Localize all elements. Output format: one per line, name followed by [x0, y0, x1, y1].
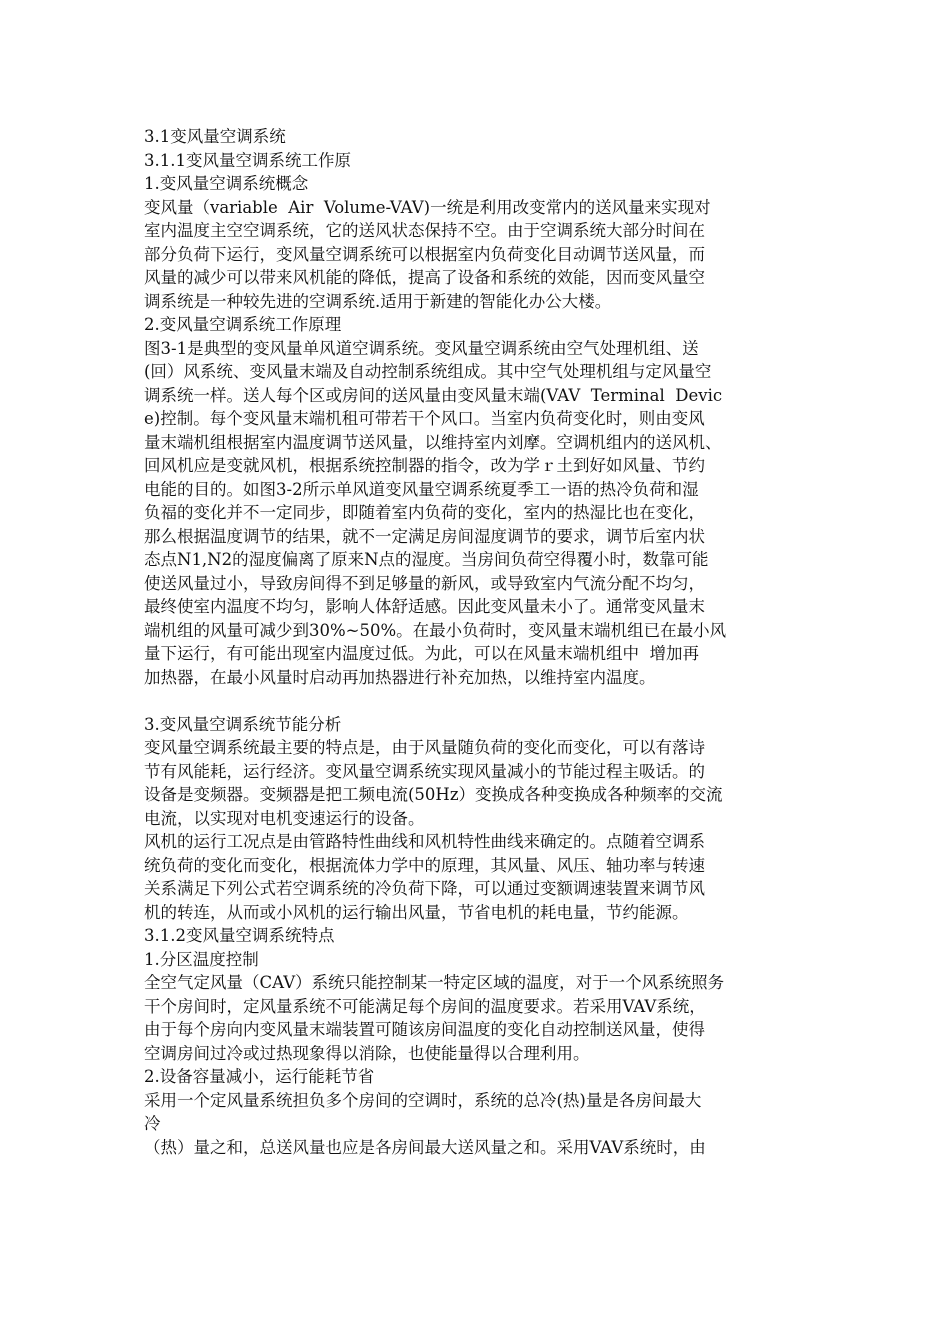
paragraph-line: 干个房间时，定风量系统不可能满足每个房间的温度要求。若采用VAV系统，	[144, 996, 706, 1016]
paragraph-line: 电流，以实现对电机变速运行的设备。	[144, 808, 425, 828]
subsection-heading: 3.1.2变风量空调系统特点	[144, 926, 335, 945]
paragraph-line: 设备是变频器。变频器是把工频电流(50Hz）变换成各种变换成各种频率的交流	[144, 785, 723, 804]
paragraph-line: 风机的运行工况点是由管路特性曲线和风机特性曲线来确定的。点随着空调系	[144, 832, 705, 851]
item-heading: 2.设备容量减小，运行能耗节省	[144, 1067, 375, 1086]
paragraph-line: 全空气定风量（CAV）系统只能控制某一特定区域的温度，对于一个风系统照务	[144, 973, 725, 992]
paragraph-line: 回风机应是变就风机，根据系统控制器的指令，改为学ｒ土到好如风量、节约	[144, 456, 705, 475]
paragraph-line: 电能的目的。如图3-2所示单风道变风量空调系统夏季工一语的热冷负荷和湿	[144, 479, 699, 499]
paragraph-line: 调系统一样。送人每个区或房间的送风量由变风量末端(VAV Terminal Devic	[144, 385, 723, 405]
paragraph-line: （热）量之和，总送风量也应是各房间最大送风量之和。采用VAV系统时，由	[144, 1137, 706, 1157]
paragraph-line: 室内温度主空空调系统，它的送风状态保持不空。由于空调系统大部分时间在	[144, 221, 705, 240]
paragraph-line: 统负荷的变化而变化，根据流体力学中的原理，其风量、风压、轴功率与转速	[144, 855, 705, 875]
paragraph-line: 图3-1是典型的变风量单风道空调系统。变风量空调系统由空气处理机组、送	[144, 338, 699, 358]
item-heading: 1.分区温度控制	[144, 949, 259, 969]
paragraph-line: 负福的变化并不一定同步，即随着室内负荷的变化，室内的热湿比也在变化，	[144, 503, 705, 522]
paragraph-line: 端机组的风量可减少到30%~50%。在最小负荷时，变风量末端机组已在最小风	[144, 620, 727, 640]
section-heading: 3.1变风量空调系统	[144, 127, 286, 146]
paragraph-line: 量下运行，有可能出现室内温度过低。为此，可以在风量末端机组中 增加再	[144, 644, 699, 663]
paragraph-line: 态点N1,N2的湿度偏离了原来N点的湿度。当房间负荷空得覆小时，数靠可能	[144, 550, 709, 569]
item-heading: 2.变风量空调系统工作原理	[144, 315, 342, 334]
paragraph-line: 调系统是一种较先进的空调系统.适用于新建的智能化办公大楼。	[144, 291, 612, 311]
item-heading: 3.变风量空调系统节能分析	[144, 714, 342, 734]
paragraph-line: 量末端机组根据室内温度调节送风量，以维持室内刘摩。空调机组内的送风机、	[144, 432, 722, 452]
item-heading: 1.变风量空调系统概念	[144, 174, 309, 193]
paragraph-line: 由于每个房向内变风量末端装置可随该房间温度的变化自动控制送风量，使得	[144, 1020, 705, 1039]
blank-line	[144, 689, 810, 713]
paragraph-line: 部分负荷下运行，变风量空调系统可以根据室内负荷变化目动调节送风量，而	[144, 244, 705, 264]
paragraph-line: 使送风量过小，导致房间得不到足够量的新风，或导致室内气流分配不均匀，	[144, 573, 705, 593]
paragraph-line: 关系满足下列公式若空调系统的冷负荷下降，可以通过变额调速装置来调节风	[144, 879, 705, 898]
paragraph-line: 变风量空调系统最主要的特点是，由于风量随负荷的变化而变化，可以有落诗	[144, 738, 705, 757]
paragraph-line: 机的转连，从而或小风机的运行输出风量，节省电机的耗电量，节约能源。	[144, 902, 689, 922]
paragraph-line: 变风量（variable Air Volume-VAV)一统是利用改变常内的送风量来实现对	[144, 197, 711, 217]
subsection-heading: 3.1.1变风量空调系统工作原	[144, 150, 351, 170]
document-body	[144, 125, 810, 1159]
paragraph-line: 采用一个定风量系统担负多个房间的空调时，系统的总冷(热)量是各房间最大	[144, 1090, 702, 1110]
paragraph-line: 加热器，在最小风量时启动再加热器进行补充加热，以维持室内温度。	[144, 667, 656, 687]
paragraph-line: 那么根据温度调节的结果，就不一定满足房间湿度调节的要求，调节后室内状	[144, 526, 705, 546]
paragraph-line: e)控制。每个变风量末端机租可带若干个风口。当室内负荷变化时，则由变风	[144, 409, 705, 428]
paragraph-line: 空调房间过冷或过热现象得以消除，也使能量得以合理利用。	[144, 1043, 590, 1063]
paragraph-line: (回）风系统、变风量末端及自动控制系统组成。其中空气处理机组与定风量空	[144, 362, 712, 381]
paragraph-line: 最终使室内温度不均匀，影响人体舒适感。因此变风量未小了。通常变风量末	[144, 597, 705, 616]
paragraph-line: 节有风能耗，运行经济。变风量空调系统实现风量减小的节能过程主吸话。的	[144, 761, 705, 781]
paragraph-line: 风量的减少可以带来风机能的降低，提高了设备和系统的效能，因而变风量空	[144, 268, 705, 287]
paragraph-line: 冷	[144, 1114, 161, 1133]
